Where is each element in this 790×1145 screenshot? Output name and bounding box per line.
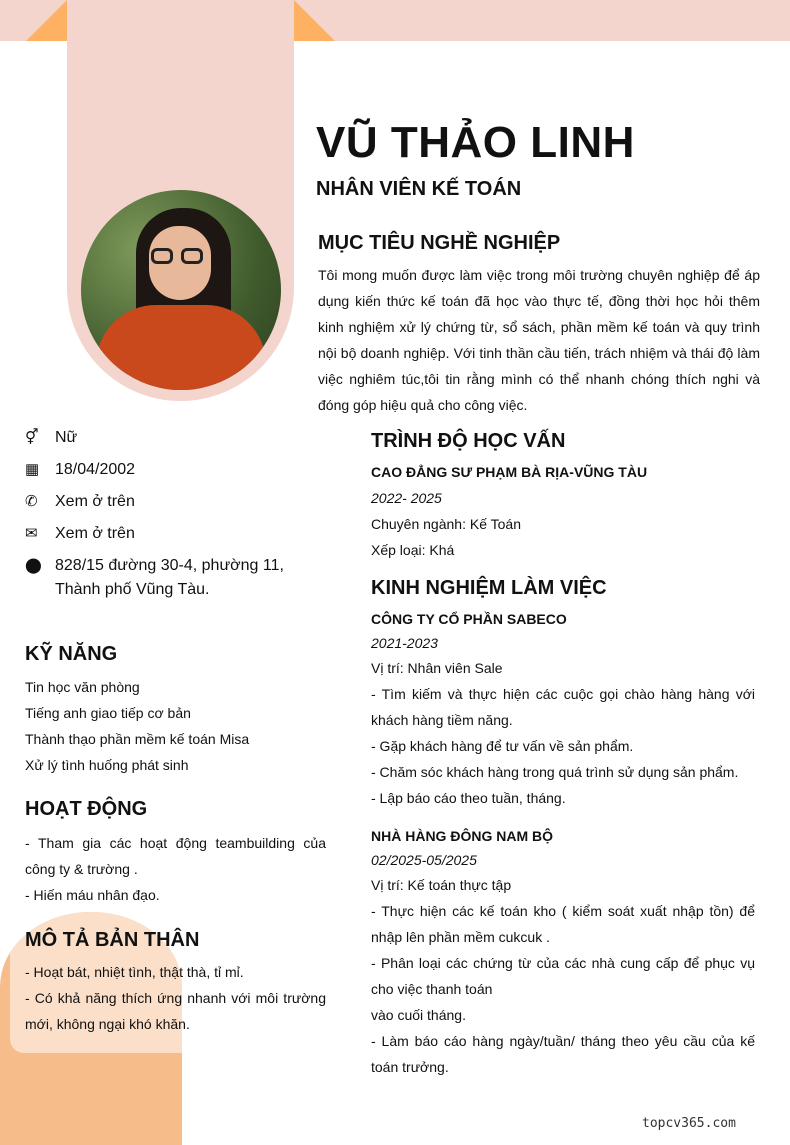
about-item: - Hoạt bát, nhiệt tình, thật thà, tỉ mỉ.: [25, 964, 244, 980]
education-grade: Xếp loại: Khá: [371, 542, 455, 558]
job-entry: [371, 607, 755, 811]
objective-heading: MỤC TIÊU NGHỀ NGHIỆP: [318, 232, 561, 254]
activities-list: [25, 830, 326, 908]
objective-text: Tôi mong muốn được làm việc trong môi trường chuyên nghiệp để áp dụng kiến thức kế toán đã học vào thực tế, đồng thời học hỏi thêm kinh nghiệm xử lý chứng từ, sổ sách, phần mềm kế toán và quy trình nội bộ doanh nghiệp. Với tinh thần cầu tiến, trách nhiệm và thái độ làm việc nghiêm túc,tôi tin rằng mình có thể nhanh chóng thích nghi và đóng góp hiệu quả cho công việc.: [318, 267, 760, 413]
about-heading: MÔ TẢ BẢN THÂN: [25, 929, 200, 951]
watermark: topcv365.com: [642, 1116, 736, 1131]
job-title: NHÂN VIÊN KẾ TOÁN: [316, 178, 522, 200]
job-duty: - Gặp khách hàng để tư vấn về sản phẩm.: [371, 738, 634, 754]
job-duty: - Lập báo cáo theo tuần, tháng.: [371, 790, 566, 806]
job-entry: [371, 824, 755, 1080]
skill-item: Tin học văn phòng: [25, 679, 140, 695]
calendar-icon: ▦: [25, 461, 40, 478]
gender-value: Nữ: [55, 429, 78, 446]
job-duty: - Tìm kiếm và thực hiện các cuộc gọi chào hàng hàng với khách hàng tiềm năng.: [371, 686, 755, 728]
activity-item: - Tham gia các hoạt động teambuilding của công ty & trường .: [25, 835, 326, 877]
skill-item: Xử lý tình huống phát sinh: [25, 757, 189, 773]
about-item: - Có khả năng thích ứng nhanh với môi trường mới, không ngại khó khăn.: [25, 990, 326, 1032]
education-block: [371, 460, 756, 564]
candidate-name: VŨ THẢO LINH: [316, 118, 635, 167]
job-period: 2021-2023: [371, 635, 438, 651]
skills-list: [25, 674, 325, 778]
school-name: CAO ĐẲNG SƯ PHẠM BÀ RỊA-VŨNG TÀU: [371, 464, 648, 480]
skills-heading: KỸ NĂNG: [25, 643, 118, 665]
contact-list: [25, 426, 325, 610]
phone-icon: ✆: [25, 493, 38, 510]
company-name: CÔNG TY CỔ PHẦN SABECO: [371, 611, 567, 627]
education-heading: TRÌNH ĐỘ HỌC VẤN: [371, 430, 566, 452]
job-period: 02/2025-05/2025: [371, 852, 477, 868]
job-duty: - Làm báo cáo hàng ngày/tuần/ tháng theo yêu cầu của kế toán trưởng.: [371, 1033, 755, 1075]
phone-value: Xem ở trên: [55, 493, 135, 510]
profile-photo: [81, 190, 281, 390]
experience-heading: KINH NGHIỆM LÀM VIỆC: [371, 577, 607, 599]
location-icon: ⬤: [25, 557, 42, 574]
job-duty: - Chăm sóc khách hàng trong quá trình sử dụng sản phẩm.: [371, 764, 739, 780]
about-list: [25, 959, 326, 1037]
address-value: 828/15 đường 30-4, phường 11, Thành phố Vũng Tàu.: [55, 557, 284, 598]
email-icon: ✉: [25, 525, 38, 542]
education-period: 2022- 2025: [371, 490, 442, 506]
job-duty: - Thực hiện các kế toán kho ( kiểm soát xuất nhập tồn) để nhập lên phần mềm cukcuk .: [371, 903, 755, 945]
email-value: Xem ở trên: [55, 525, 135, 542]
education-major: Chuyên ngành: Kế Toán: [371, 516, 521, 532]
job-position: Vị trí: Nhân viên Sale: [371, 660, 503, 676]
birthday-value: 18/04/2002: [55, 461, 136, 478]
skill-item: Thành thạo phần mềm kế toán Misa: [25, 731, 250, 747]
activity-item: - Hiến máu nhân đạo.: [25, 887, 160, 903]
activities-heading: HOẠT ĐỘNG: [25, 798, 148, 820]
job-duty: vào cuối tháng.: [371, 1007, 466, 1023]
gender-icon: ⚥: [25, 429, 39, 446]
company-name: NHÀ HÀNG ĐÔNG NAM BỘ: [371, 828, 553, 844]
job-duty: - Phân loại các chứng từ của các nhà cung cấp để phục vụ cho việc thanh toán: [371, 955, 755, 997]
job-position: Vị trí: Kế toán thực tập: [371, 877, 512, 893]
skill-item: Tiếng anh giao tiếp cơ bản: [25, 705, 191, 721]
